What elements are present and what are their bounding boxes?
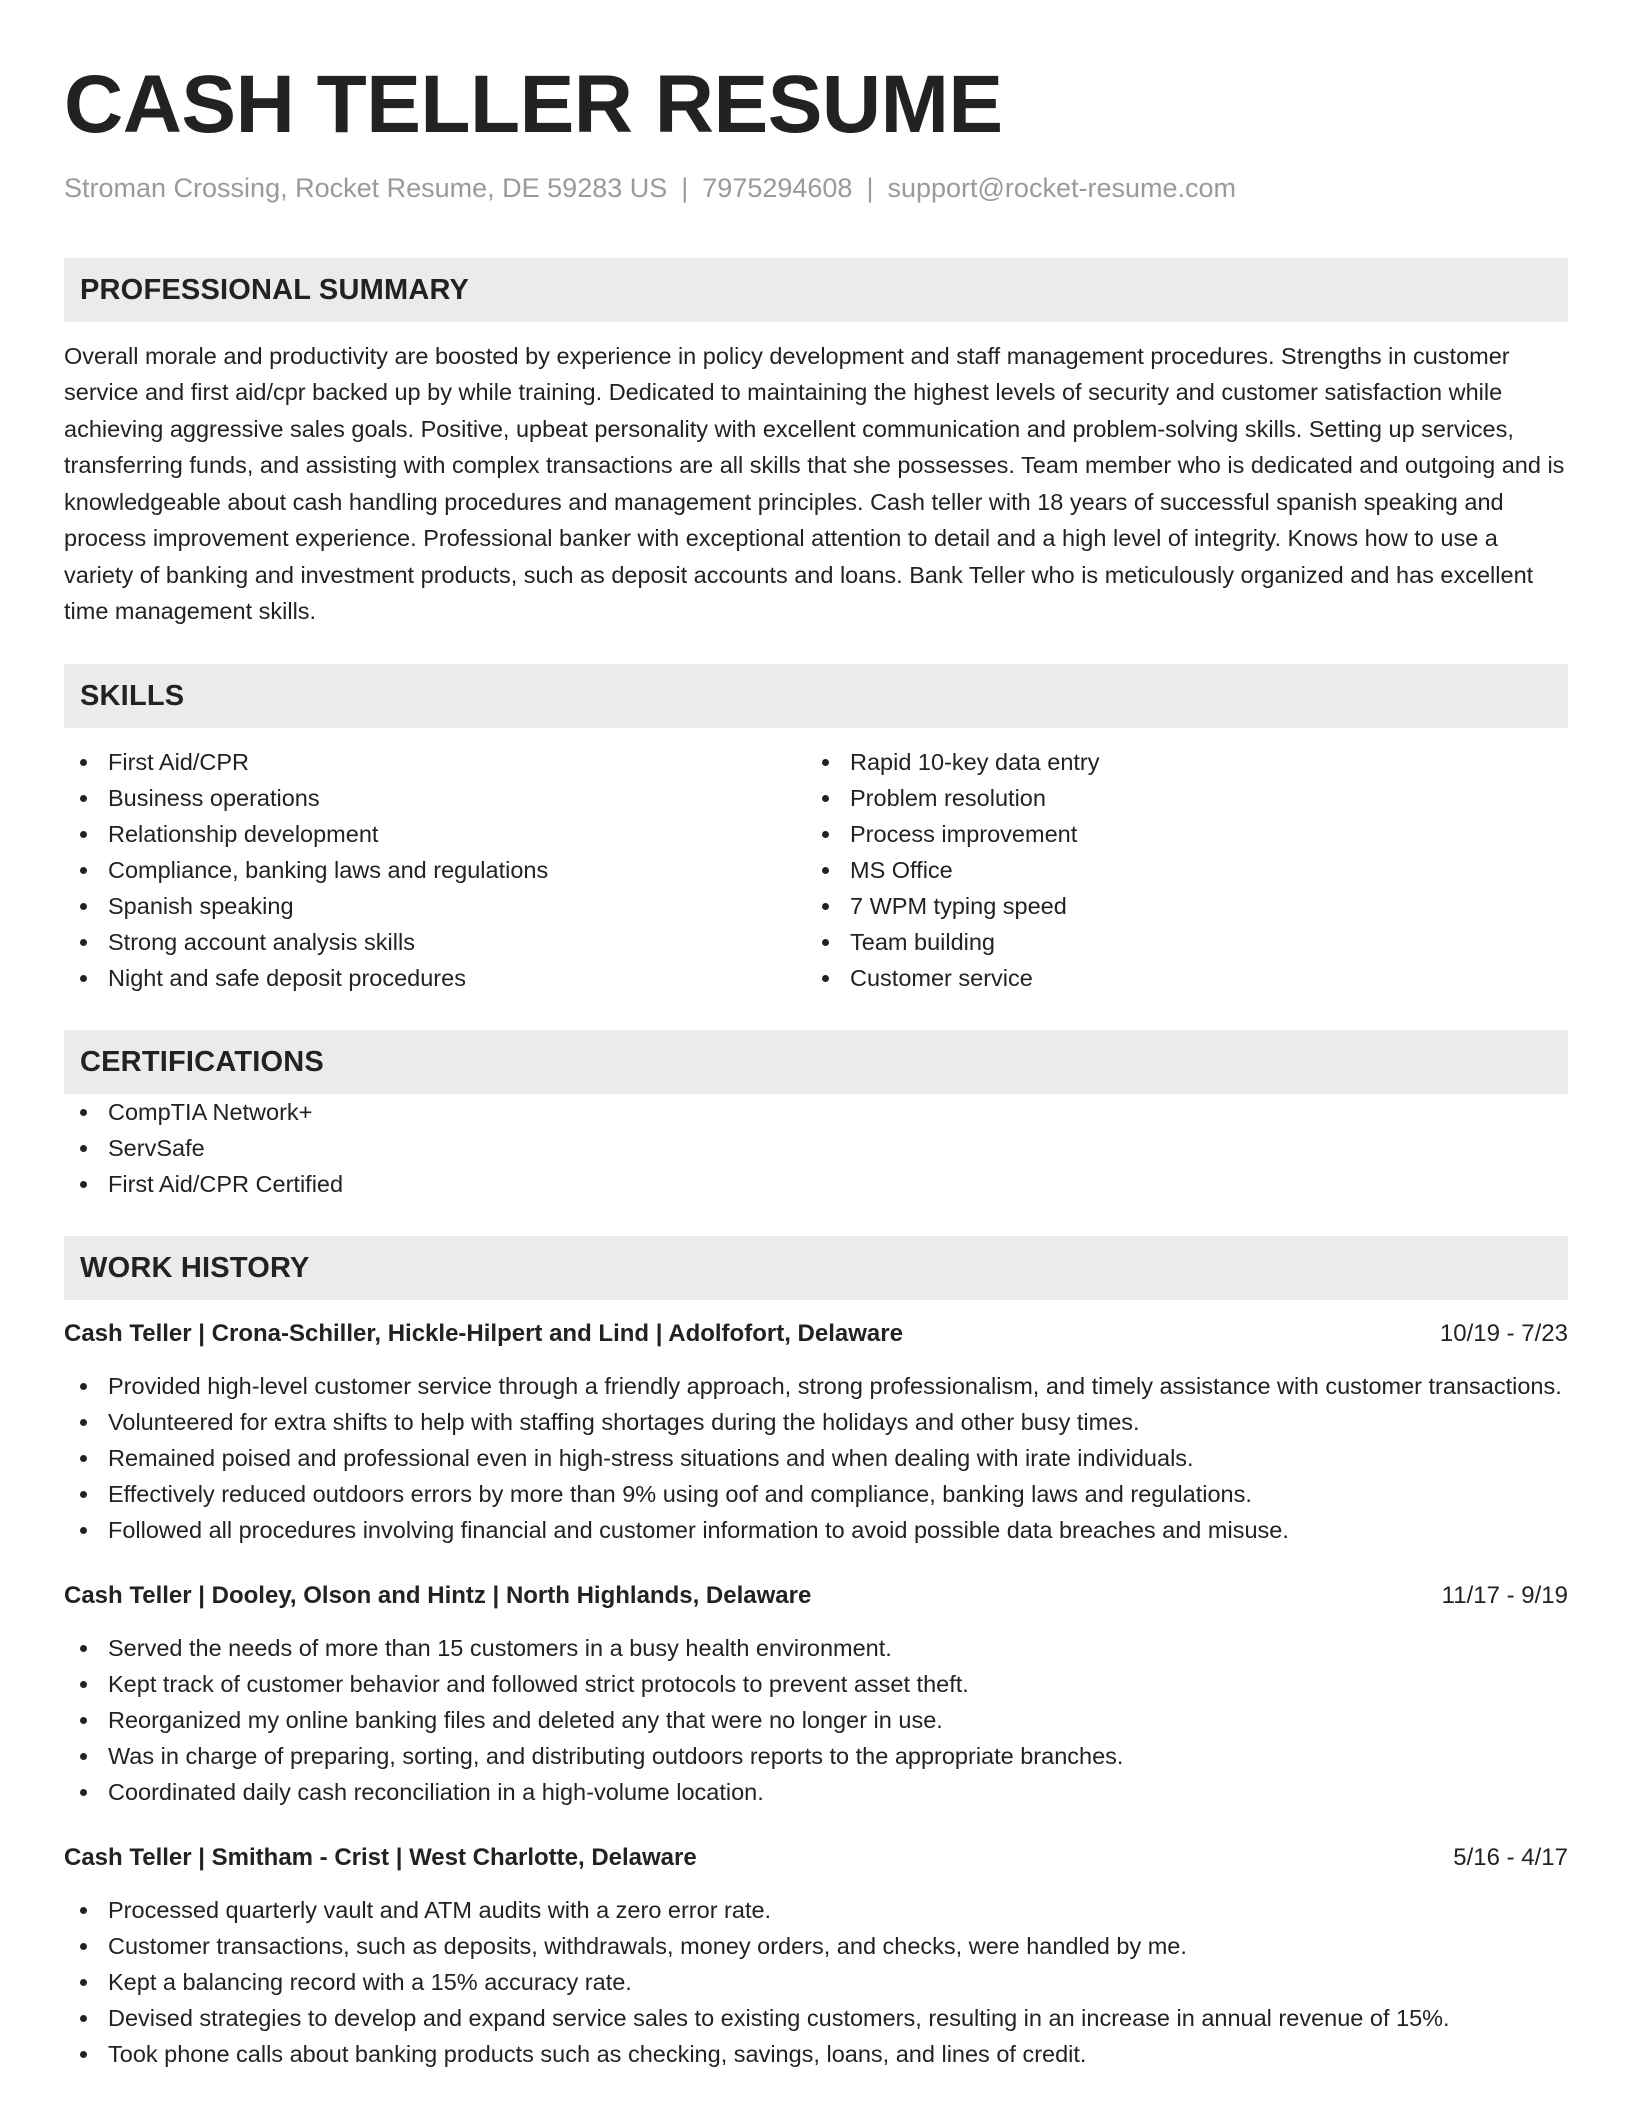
skill-item: Problem resolution [806,780,1548,816]
contact-separator: | [681,173,689,204]
skills-column-left [64,744,806,996]
skills-list [64,744,1568,996]
job-title: Cash Teller | Crona-Schiller, Hickle-Hilpert and Lind | Adolfofort, Delaware [64,1319,903,1347]
summary-paragraph: Overall morale and productivity are boosted by experience in policy development and staff management procedures. Strengths in customer service and first aid/cpr backed up by while training. Dedicated to maintaining the highest levels of security and customer satisfaction while achieving aggressive sales goals. Positive, upbeat personality with excellent communication and problem-solving skills. Setting up services, transferring funds, and assisting with complex transactions are all skills that she possesses. Team member who is dedicated and outgoing and is knowledgeable about cash handling procedures and management principles. Cash teller with 18 years of successful spanish speaking and process improvement experience. Professional banker with exceptional attention to detail and a high level of integrity. Knows how to use a variety of banking and investment products, such as deposit accounts and loans. Bank Teller who is meticulously organized and has excellent time management skills. [64,342,1565,625]
skill-item: Spanish speaking [64,888,806,924]
job-bullet: Customer transactions, such as deposits, withdrawals, money orders, and checks, were handled by me. [64,1928,1568,1964]
job-dates: 10/19 - 7/23 [1439,1319,1568,1347]
resume-title: CASH TELLER RESUME [64,59,1003,150]
job-bullet: Coordinated daily cash reconciliation in a high-volume location. [64,1774,1568,1810]
certification-item: ServSafe [64,1130,1568,1166]
job-header [64,1840,1568,1876]
job-bullet: Processed quarterly vault and ATM audits with a zero error rate. [64,1892,1568,1928]
job-dates: 5/16 - 4/17 [1453,1843,1568,1871]
certification-item: First Aid/CPR Certified [64,1166,1568,1202]
contact-phone: 7975294608 [702,173,853,204]
job-bullet: Remained poised and professional even in high-stress situations and when dealing with irate individuals. [64,1440,1568,1476]
job-bullet: Was in charge of preparing, sorting, and distributing outdoors reports to the appropriate branches. [64,1738,1568,1774]
skill-item: Team building [806,924,1548,960]
section-header-skills: SKILLS [64,664,1568,728]
job-title: Cash Teller | Dooley, Olson and Hintz | North Highlands, Delaware [64,1581,812,1609]
job-bullet: Effectively reduced outdoors errors by more than 9% using oof and compliance, banking laws and regulations. [64,1476,1568,1512]
section-header-work-history: WORK HISTORY [64,1236,1568,1300]
job-header [64,1578,1568,1614]
skill-item: Rapid 10-key data entry [806,744,1548,780]
skill-item: Night and safe deposit procedures [64,960,806,996]
job-bullet-list [64,1892,1568,2072]
skill-item: 7 WPM typing speed [806,888,1548,924]
job-dates: 11/17 - 9/19 [1441,1581,1568,1609]
skill-item: Business operations [64,780,806,816]
job-bullet-list [64,1630,1568,1810]
skill-item: Process improvement [806,816,1548,852]
skill-item: First Aid/CPR [64,744,806,780]
job-bullet: Took phone calls about banking products such as checking, savings, loans, and lines of credit. [64,2036,1568,2072]
contact-address: Stroman Crossing, Rocket Resume, DE 59283 US [64,173,668,204]
job-entry [64,1316,1568,1548]
certifications-list [64,1094,1568,1202]
job-bullet: Provided high-level customer service through a friendly approach, strong professionalism, and timely assistance with customer transactions. [64,1368,1568,1404]
contact-line [64,172,1568,204]
section-header-summary: PROFESSIONAL SUMMARY [64,258,1568,322]
job-header [64,1316,1568,1352]
job-entry [64,1578,1568,1810]
skill-item: Customer service [806,960,1548,996]
job-bullet: Kept a balancing record with a 15% accuracy rate. [64,1964,1568,2000]
job-bullet: Volunteered for extra shifts to help with staffing shortages during the holidays and other busy times. [64,1404,1568,1440]
job-entry [64,1840,1568,2072]
skill-item: Compliance, banking laws and regulations [64,852,806,888]
job-bullet: Devised strategies to develop and expand service sales to existing customers, resulting in an increase in annual revenue of 15%. [64,2000,1568,2036]
contact-email[interactable]: support@rocket-resume.com [887,173,1236,204]
skill-item: MS Office [806,852,1548,888]
job-bullet: Kept track of customer behavior and followed strict protocols to prevent asset theft. [64,1666,1568,1702]
job-bullet: Followed all procedures involving financial and customer information to avoid possible data breaches and misuse. [64,1512,1568,1548]
job-bullet: Served the needs of more than 15 customers in a busy health environment. [64,1630,1568,1666]
skills-column-right [806,744,1548,996]
job-bullet-list [64,1368,1568,1548]
skill-item: Relationship development [64,816,806,852]
section-header-certifications: CERTIFICATIONS [64,1030,1568,1094]
job-bullet: Reorganized my online banking files and deleted any that were no longer in use. [64,1702,1568,1738]
job-title: Cash Teller | Smitham - Crist | West Charlotte, Delaware [64,1843,697,1871]
certification-item: CompTIA Network+ [64,1094,1568,1130]
contact-separator: | [866,173,874,204]
work-history-list [64,1316,1568,2072]
skill-item: Strong account analysis skills [64,924,806,960]
